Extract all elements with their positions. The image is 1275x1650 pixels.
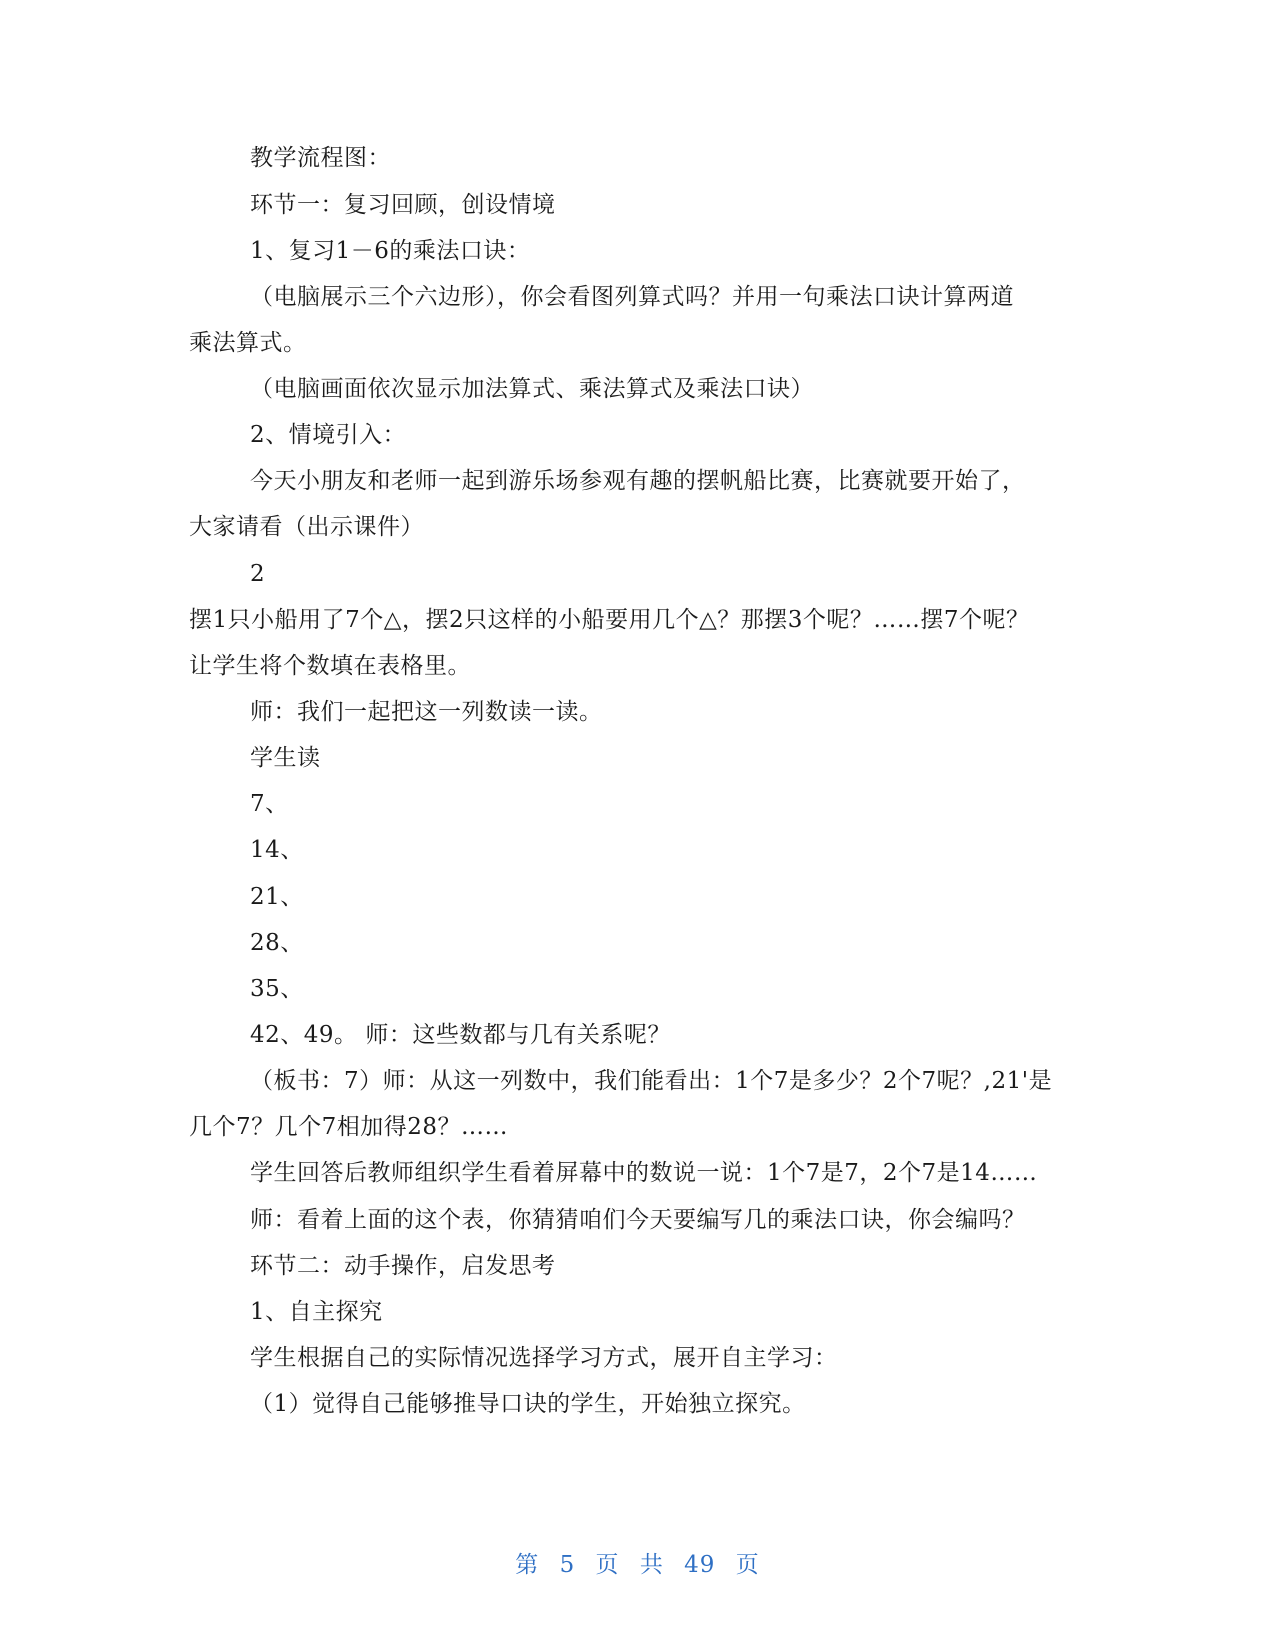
text-line: 1、自主探究 xyxy=(250,1299,383,1325)
text-line: 学生根据自己的实际情况选择学习方式，展开自主学习： xyxy=(250,1345,838,1371)
text-line: 21、 xyxy=(250,884,304,910)
text-line: 1、复习1－6的乘法口诀： xyxy=(250,238,531,264)
footer-current-page: 5 xyxy=(559,1552,576,1578)
text-line: 2、情境引入： xyxy=(250,422,407,448)
text-line: 大家请看（出示课件） xyxy=(189,514,424,540)
text-line: 师：我们一起把这一列数读一读。 xyxy=(250,699,603,725)
footer-unit-label-2: 页 xyxy=(735,1552,760,1578)
text-line: （1）觉得自己能够推导口诀的学生，开始独立探究。 xyxy=(250,1391,806,1417)
footer-total-pages: 49 xyxy=(684,1552,716,1578)
text-line: 摆1只小船用了7个△，摆2只这样的小船要用几个△？那摆3个呢？……摆7个呢？ xyxy=(189,607,1030,633)
footer-page-label: 第 xyxy=(515,1552,540,1578)
page-footer xyxy=(0,1550,1275,1580)
text-line: 35、 xyxy=(250,976,304,1002)
section-heading: 环节二：动手操作，启发思考 xyxy=(250,1253,556,1279)
text-line: 42、49。 师：这些数都与几有关系呢？ xyxy=(250,1022,671,1048)
section-heading: 环节一：复习回顾，创设情境 xyxy=(250,192,556,218)
text-line: 几个7？几个7相加得28？…… xyxy=(189,1114,509,1140)
text-line: 14、 xyxy=(250,837,304,863)
text-line: 乘法算式。 xyxy=(189,330,307,356)
text-line: （电脑画面依次显示加法算式、乘法算式及乘法口诀） xyxy=(250,376,814,402)
text-line: 学生读 xyxy=(250,745,321,771)
text-line: 7、 xyxy=(250,791,289,817)
text-line: 28、 xyxy=(250,930,304,956)
text-line: 2 xyxy=(250,561,266,587)
text-line: 师：看着上面的这个表，你猜猜咱们今天要编写几的乘法口诀，你会编吗？ xyxy=(250,1207,1026,1233)
text-line: 教学流程图： xyxy=(250,145,391,171)
text-line: 今天小朋友和老师一起到游乐场参观有趣的摆帆船比赛，比赛就要开始了， xyxy=(250,468,1026,494)
text-line: 让学生将个数填在表格里。 xyxy=(189,653,471,679)
text-line: （电脑展示三个六边形），你会看图列算式吗？并用一句乘法口诀计算两道 xyxy=(250,284,1014,310)
text-line: 学生回答后教师组织学生看着屏幕中的数说一说：1个7是7，2个7是14…… xyxy=(250,1160,1038,1186)
text-line: （板书：7）师：从这一列数中，我们能看出：1个7是多少？2个7呢？,21'是 xyxy=(250,1068,1053,1094)
footer-unit-label: 页 xyxy=(595,1552,620,1578)
footer-total-label: 共 xyxy=(639,1552,664,1578)
